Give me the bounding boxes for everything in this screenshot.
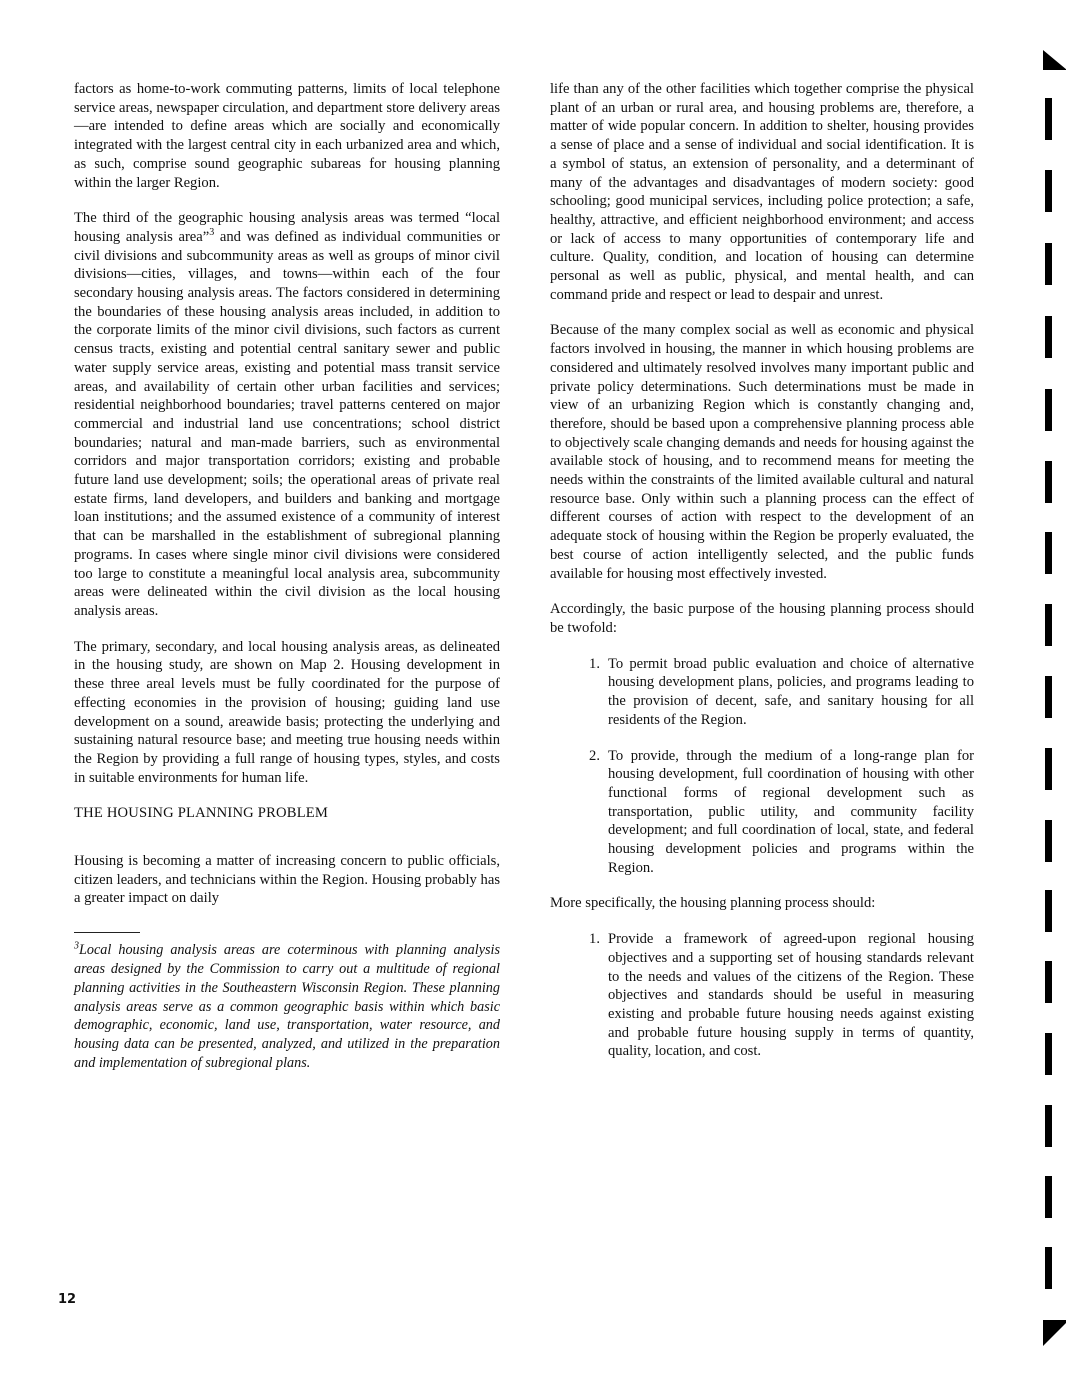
binding-marks (1043, 0, 1066, 1380)
list-text: To provide, through the medium of a long-range plan for housing development, full coordination of housing with other functional forms of regional development such as transportation, public utility, and community facility development; and full coordination of local, state, and federal housing development policies and programs within the Region. (608, 747, 974, 876)
footnote-text: Local housing analysis areas are coterminous with planning analysis areas designed by the Commission to carry out a multitude of regional planning activities in the Southeastern Wisconsin Region. These planning analysis areas serve as a common geographic basis within which basic demographic, economic, land use, transportation, water resource, and housing data can be presented, analyzed, and utilized in the preparation and implementation of subregional plans. (74, 942, 500, 1071)
binding-bar (1045, 748, 1052, 790)
right-column (550, 80, 974, 1078)
binding-bar (1045, 676, 1052, 718)
paragraph-text: The third of the geographic housing analysis areas was termed “local housing analysis area” (74, 210, 500, 245)
binding-bar (1045, 1247, 1052, 1289)
left-column (74, 80, 500, 1073)
binding-bar (1045, 961, 1052, 1003)
paragraph: life than any of the other facilities which together comprise the physical plant of an urban or rural area, and housing problems are, therefore, a matter of wide popular concern. In addition to shelter, housing provides a sense of place and a sense of individual and social identification. It is a symbol of status, an extension of personality, and a determinant of many of the advantages and disadvantages of modern society: good schooling; good municipal services, including police protection; a safe, healthy, attractive, and efficient neighborhood environment; and access or lack of access to many opportunities of contemporary life and culture. Quality, condition, and location of housing can determine personal as well as public, physical, and mental health, and can command pride and respect or lead to despair and unrest. (550, 81, 974, 303)
paragraph: Housing is becoming a matter of increasing concern to public officials, citizen leaders, and technicians within the Region. Housing probably has a greater impact on daily (74, 853, 500, 907)
binding-bar (1045, 1105, 1052, 1147)
binding-bar (1045, 604, 1052, 646)
list-number: 2. (589, 747, 600, 764)
binding-bar (1045, 532, 1052, 574)
list-number: 1. (589, 931, 600, 948)
purpose-list (550, 655, 974, 878)
footnote (74, 941, 500, 1073)
binding-bar (1045, 98, 1052, 140)
binding-bar (1045, 316, 1052, 358)
footnote-mark: 3 (74, 940, 79, 952)
footnote-reference: 3 (209, 227, 215, 239)
paragraph: Accordingly, the basic purpose of the housing planning process should be twofold: (550, 601, 974, 636)
binding-bar (1045, 461, 1052, 503)
list-number: 1. (589, 655, 600, 672)
paragraph-text: and was defined as individual communities or civil divisions and subcommunity areas as well as groups of minor civil divisions—cities, villages, and towns—within each of the four secondary housing analysis areas. The factors considered in determining the boundaries of these housing analysis areas included, in addition to the corporate limits of the minor civil divisions, such factors as current census tracts, existing and potential central sanitary sewer and public water supply service areas, existing and potential mass transit service areas, and availability of certain other urban facilities and services; residential neighborhood boundaries; travel patterns centered on major commercial and industrial land use concentrations; school district boundaries; natural and man-made barriers, such as environmental corridors and major transportation corridors; existing and probable future land use development; soils; the operational areas of private real estate firms, land developers, and builders and banking and mortgage loan institutions; and the assumed existence of a community of interest that can be marshalled in the establishment of subregional planning programs. In cases where single minor civil divisions were considered too large to constitute a meaningful local analysis area, subcommunity areas were delineated within the civil division as the local housing analysis areas. (74, 228, 500, 619)
page-number: 12 (58, 1292, 77, 1307)
list-text: To permit broad public evaluation and choice of alternative housing development plans, policies, and programs leading to the provision of decent, safe, and sanitary housing for all residents of the Region. (608, 655, 974, 728)
binding-bar (1045, 890, 1052, 932)
binding-bar (1045, 389, 1052, 431)
binding-bar (1045, 1176, 1052, 1218)
paragraph: The primary, secondary, and local housing analysis areas, as delineated in the housing study, are shown on Map 2. Housing development in these three areal levels must be fully coordinated for the purpose of effecting economies in the provision of housing; guiding land use development on a sound, areawide basis; protecting the underlying and sustaining natural resource base; and meeting true housing needs within the Region by providing a full range of housing types, styles, and costs in suitable environments for human life. (74, 638, 500, 786)
list-item (550, 747, 974, 878)
binding-bar (1045, 243, 1052, 285)
list-text: Provide a framework of agreed-upon regional housing objectives and a supporting set of housing standards relevant to the needs and values of the citizens of the Region. These objectives and standards should be useful in measuring existing and probable future housing needs against existing and probable future housing supply in terms of quantity, quality, location, and cost. (608, 931, 974, 1060)
binding-bar (1045, 1033, 1052, 1075)
paragraph (74, 209, 500, 620)
list-item (550, 930, 974, 1061)
binding-bar (1045, 170, 1052, 212)
corner-mark-bottom (1043, 1320, 1066, 1346)
process-list (550, 930, 974, 1061)
paragraph: factors as home-to-work commuting patterns, limits of local telephone service areas, newspaper circulation, and department store delivery areas—are intended to define areas which are socially and economically integrated with the largest central city in each urbanized area and which, as such, comprise sound geographic subareas for housing planning within the larger Region. (74, 81, 500, 191)
paragraph: More specifically, the housing planning process should: (550, 895, 876, 912)
footnote-divider (74, 932, 140, 933)
binding-bar (1045, 820, 1052, 862)
list-item (550, 655, 974, 730)
paragraph: Because of the many complex social as well as economic and physical factors involved in housing, the manner in which housing problems are considered and ultimately resolved involves many important public and private policy determinations. Such determinations must be made in view of an urbanizing Region which is constantly changing and, therefore, should be based upon a comprehensive planning process able to objectively scale changing demands and needs for housing against the available stock of housing, and to recommend means for meeting the needs within the constraints of the limited available cultural and natural resource base. Only within such a planning process can the effect of different courses of action with respect to the development of an adequate stock of housing within the Region be properly evaluated, the best course of action intelligently selected, and the public funds available for housing most effectively invested. (550, 322, 974, 582)
section-heading: THE HOUSING PLANNING PROBLEM (74, 805, 329, 822)
corner-mark-top (1043, 50, 1066, 70)
